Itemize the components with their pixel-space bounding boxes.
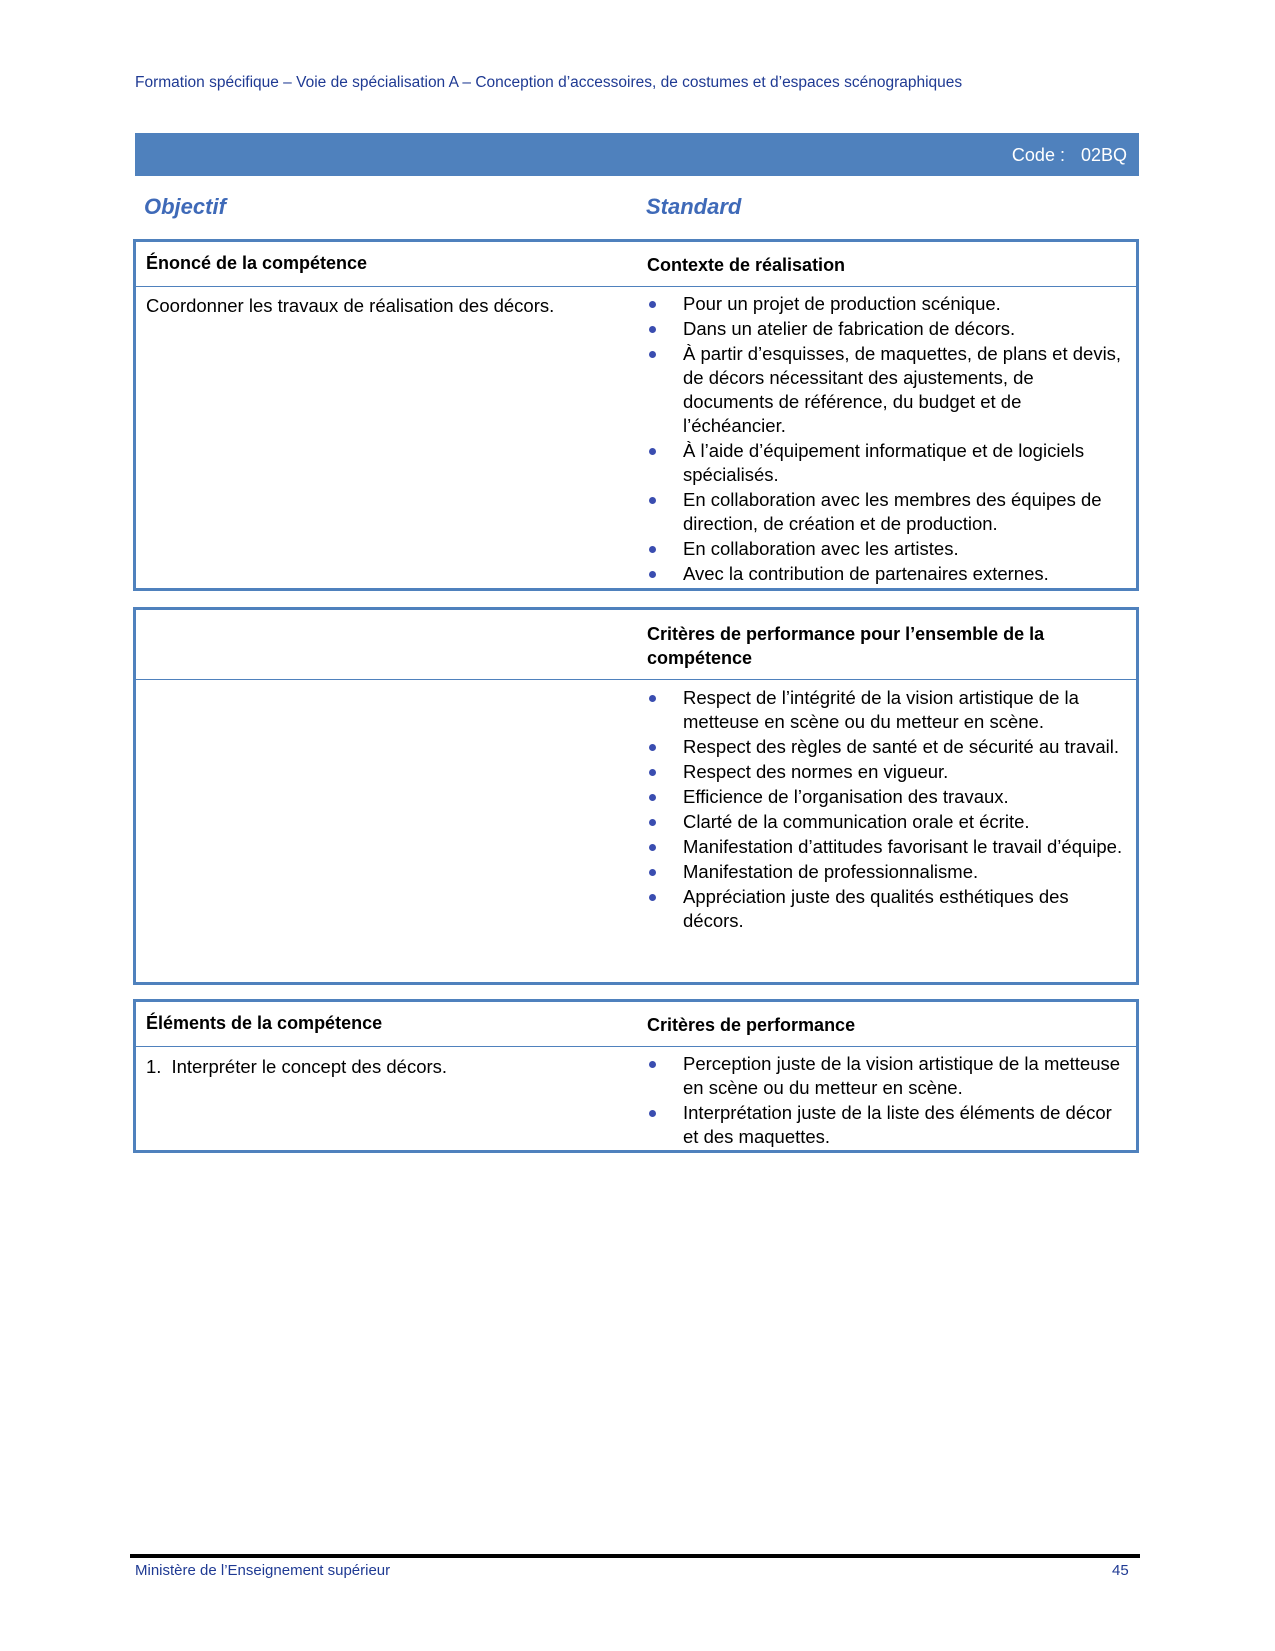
elements-heading: Éléments de la compétence — [146, 1013, 383, 1033]
bullet-icon — [649, 448, 656, 455]
list-item: Perception juste de la vision artistique de la metteuse en scène ou du metteur en scène. — [647, 1052, 1127, 1100]
list-item: Clarté de la communication orale et écrite. — [647, 810, 1127, 834]
competence-box — [133, 239, 1139, 591]
list-item: Interprétation juste de la liste des éléments de décor et des maquettes. — [647, 1101, 1127, 1149]
context-heading: Contexte de réalisation — [647, 255, 846, 275]
context-list — [647, 292, 1127, 587]
list-item: Efficience de l’organisation des travaux. — [647, 785, 1127, 809]
list-item: Manifestation de professionnalisme. — [647, 860, 1127, 884]
list-item: Respect des normes en vigueur. — [647, 760, 1127, 784]
list-item: Respect de l’intégrité de la vision artistique de la metteuse en scène ou du metteur en scène. — [647, 686, 1127, 734]
bullet-icon — [649, 301, 656, 308]
bullet-icon — [649, 844, 656, 851]
list-item: Respect des règles de santé et de sécurité au travail. — [647, 735, 1127, 759]
list-item: Appréciation juste des qualités esthétiques des décors. — [647, 885, 1127, 933]
bullet-icon — [649, 497, 656, 504]
competence-statement-heading: Énoncé de la compétence — [146, 253, 368, 273]
list-item: En collaboration avec les artistes. — [647, 537, 1127, 561]
list-item: Manifestation d’attitudes favorisant le travail d’équipe. — [647, 835, 1127, 859]
bullet-icon — [649, 869, 656, 876]
list-item: À partir d’esquisses, de maquettes, de plans et devis, de décors nécessitant des ajustements, de documents de référence, du budget et de l’échéancier. — [647, 342, 1127, 438]
bullet-icon — [649, 794, 656, 801]
list-item: À l’aide d’équipement informatique et de logiciels spécialisés. — [647, 439, 1127, 487]
overall-performance-header — [136, 610, 1136, 680]
competence-box-header — [136, 242, 1136, 287]
list-item: Pour un projet de production scénique. — [647, 292, 1127, 316]
elements-box-header — [136, 1002, 1136, 1047]
overall-performance-box — [133, 607, 1139, 985]
bullet-icon — [649, 351, 656, 358]
footer-ministry: Ministère de l’Enseignement supérieur — [135, 1562, 391, 1579]
objectif-heading: Objectif — [144, 194, 226, 219]
code-label — [1012, 145, 1127, 166]
footer-divider — [130, 1554, 1140, 1558]
element-text: Interpréter le concept des décors. — [171, 1056, 448, 1077]
bullet-icon — [649, 1061, 656, 1068]
overall-performance-heading: Critères de performance pour l’ensemble de la compétence — [647, 624, 1045, 668]
code-bar — [133, 133, 1139, 176]
bullet-icon — [649, 1110, 656, 1117]
criteria-heading: Critères de performance — [647, 1015, 856, 1035]
list-item: Dans un atelier de fabrication de décors. — [647, 317, 1127, 341]
criteria-list — [647, 1052, 1127, 1150]
bullet-icon — [649, 546, 656, 553]
code-value: 02BQ — [1080, 145, 1127, 165]
list-item: Avec la contribution de partenaires externes. — [647, 562, 1127, 586]
competence-statement: Coordonner les travaux de réalisation des décors. — [146, 295, 555, 316]
element-item — [146, 1056, 447, 1078]
running-header: Formation spécifique – Voie de spécialisation A – Conception d’accessoires, de costumes et d’espaces scénographiques — [135, 74, 963, 91]
bullet-icon — [649, 894, 656, 901]
page-number: 45 — [1112, 1562, 1129, 1579]
code-label-text: Code : — [1011, 145, 1065, 165]
bullet-icon — [649, 769, 656, 776]
bullet-icon — [649, 819, 656, 826]
elements-box — [133, 999, 1139, 1153]
bullet-icon — [649, 744, 656, 751]
bullet-icon — [649, 571, 656, 578]
bullet-icon — [649, 695, 656, 702]
bullet-icon — [649, 326, 656, 333]
list-item: En collaboration avec les membres des équipes de direction, de création et de production. — [647, 488, 1127, 536]
overall-performance-list — [647, 686, 1127, 934]
element-number: 1. — [146, 1056, 162, 1077]
standard-heading: Standard — [646, 194, 742, 219]
